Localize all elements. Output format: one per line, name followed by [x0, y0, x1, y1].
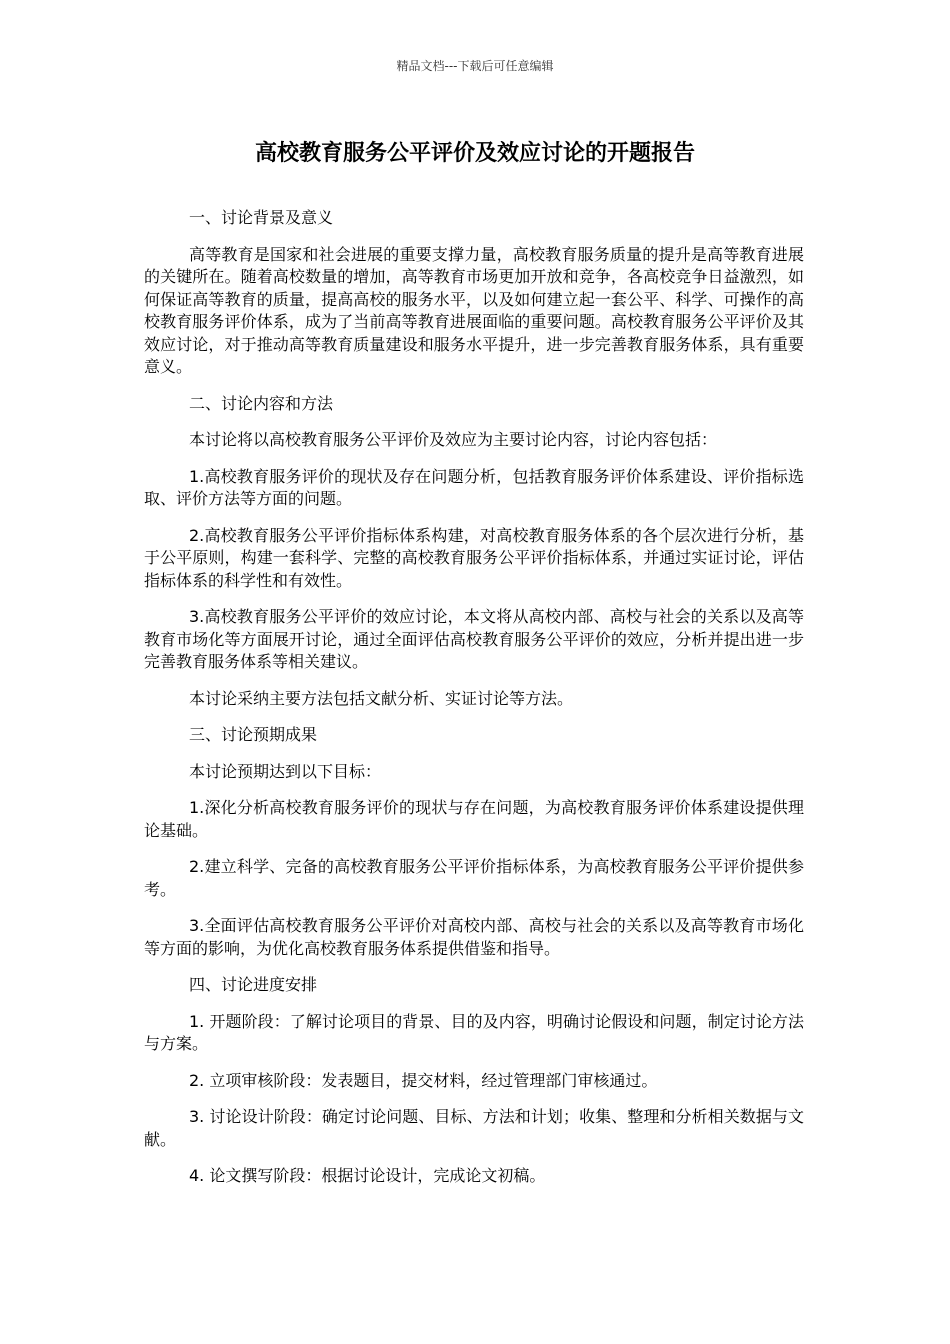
- list-item-goal-1: 1.深化分析高校教育服务评价的现状与存在问题，为高校教育服务评价体系建设提供理论基础。: [144, 798, 804, 840]
- list-item-schedule-2: 2. 立项审核阶段：发表题目，提交材料，经过管理部门审核通过。: [189, 1070, 658, 1090]
- list-item-content-3: 3.高校教育服务公平评价的效应讨论，本文将从高校内部、高校与社会的关系以及高等教育市场化等方面展开讨论，通过全面评估高校教育服务公平评价的效应，分析并提出进一步完善教育服务体系等相关建议。: [144, 607, 804, 671]
- list-item-schedule-4: 4. 论文撰写阶段：根据讨论设计，完成论文初稿。: [189, 1166, 546, 1185]
- section-heading-background: 一、讨论背景及意义: [189, 208, 334, 227]
- list-item-goal-3: 3.全面评估高校教育服务公平评价对高校内部、高校与社会的关系以及高等教育市场化等方面的影响，为优化高校教育服务体系提供借鉴和指导。: [144, 916, 804, 958]
- document-body: [144, 207, 804, 1202]
- list-item-schedule-1: 1. 开题阶段：了解讨论项目的背景、目的及内容，明确讨论假设和问题，制定讨论方法与方案。: [144, 1011, 804, 1053]
- document-title: 高校教育服务公平评价及效应讨论的开题报告: [254, 141, 695, 166]
- list-item-content-2: 2.高校教育服务公平评价指标体系构建，对高校教育服务体系的各个层次进行分析，基于公平原则，构建一套科学、完整的高校教育服务公平评价指标体系，并通过实证讨论，评估指标体系的科学性和有效性。: [144, 525, 804, 590]
- section-heading-content-method: 二、讨论内容和方法: [189, 393, 334, 413]
- paragraph-goals-intro: 本讨论预期达到以下目标：: [189, 761, 382, 781]
- list-item-goal-2: 2.建立科学、完备的高校教育服务公平评价指标体系，为高校教育服务公平评价提供参考。: [144, 857, 804, 899]
- section-heading-expected-results: 三、讨论预期成果: [189, 725, 318, 744]
- page-header: 精品文档---下载后可任意编辑: [396, 59, 554, 73]
- list-item-schedule-3: 3. 讨论设计阶段：确定讨论问题、目标、方法和计划；收集、整理和分析相关数据与文献。: [144, 1107, 804, 1149]
- list-item-content-1: 1.高校教育服务评价的现状及存在问题分析，包括教育服务评价体系建设、评价指标选取、评价方法等方面的问题。: [144, 466, 804, 508]
- section-heading-schedule: 四、讨论进度安排: [189, 975, 318, 994]
- paragraph-methods: 本讨论采纳主要方法包括文献分析、实证讨论等方法。: [189, 688, 574, 708]
- paragraph-background: 高等教育是国家和社会进展的重要支撑力量，高校教育服务质量的提升是高等教育进展的关键所在。随着高校数量的增加，高等教育市场更加开放和竞争，各高校竞争日益激烈，如何保证高等教育的质量，提高高校的服务水平，以及如何建立起一套公平、科学、可操作的高校教育服务评价体系，成为了当前高等教育进展面临的重要问题。高校教育服务公平评价及其效应讨论，对于推动高等教育质量建设和服务水平提升，进一步完善教育服务体系，具有重要意义。: [144, 244, 804, 376]
- paragraph-content-intro: 本讨论将以高校教育服务公平评价及效应为主要讨论内容，讨论内容包括：: [189, 430, 718, 449]
